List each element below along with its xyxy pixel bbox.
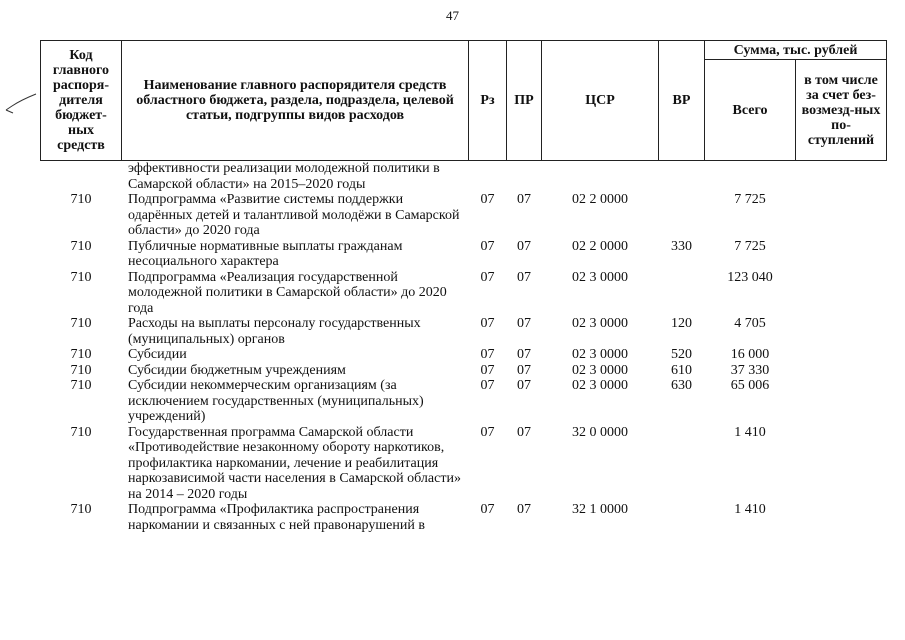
table-row — [41, 161, 887, 193]
table-row — [41, 502, 887, 533]
cell-rz: 07 — [480, 192, 495, 207]
cell-incl — [796, 192, 887, 239]
cell-code: 710 — [70, 316, 92, 331]
table-row — [41, 378, 887, 425]
header-code: Код главного распоря-дителя бюджет-ных средств — [41, 41, 122, 161]
cell-csr — [542, 161, 659, 193]
cell-total — [705, 161, 796, 193]
cell-rz: 07 — [480, 378, 495, 393]
cell-pr: 07 — [517, 362, 531, 378]
cell-incl — [796, 270, 887, 317]
cell-rz: 07 — [480, 238, 495, 254]
cell-pr: 07 — [517, 378, 531, 393]
cell-name: Субсидии некоммерческим организациям (за исключением государственных (муниципальных) учреждений) — [128, 378, 424, 424]
cell-code: 710 — [70, 269, 92, 285]
cell-code: 710 — [70, 347, 92, 362]
cell-name: Публичные нормативные выплаты гражданам несоциального характера — [128, 238, 403, 269]
cell-csr: 32 1 0000 — [572, 502, 628, 517]
cell-total: 7 725 — [734, 192, 766, 207]
cell-incl — [796, 161, 887, 193]
cell-pr: 07 — [517, 269, 531, 285]
header-pr: ПР — [507, 41, 542, 161]
cell-code — [41, 161, 122, 193]
cell-code: 710 — [70, 424, 92, 440]
cell-vr — [659, 192, 705, 239]
cell-vr: 330 — [671, 238, 692, 254]
cell-rz: 07 — [480, 424, 495, 440]
cell-vr — [659, 161, 705, 193]
table-row — [41, 425, 887, 503]
cell-total: 7 725 — [734, 238, 766, 254]
cell-total: 4 705 — [734, 316, 766, 331]
cell-vr: 520 — [671, 347, 692, 362]
cell-vr — [659, 270, 705, 317]
cell-pr — [507, 161, 542, 193]
cell-incl — [796, 239, 887, 270]
cell-csr: 02 2 0000 — [572, 238, 628, 254]
table-row — [41, 347, 887, 363]
table-row — [41, 316, 887, 347]
cell-vr — [659, 425, 705, 503]
cell-csr: 02 3 0000 — [572, 378, 628, 393]
cell-code: 710 — [70, 192, 92, 207]
header-incl: в том числе за счет без-возмезд-ных по-ступлений — [796, 60, 887, 161]
cell-rz: 07 — [480, 269, 495, 285]
cell-pr: 07 — [517, 347, 531, 362]
cell-total: 123 040 — [727, 269, 773, 285]
table-row — [41, 239, 887, 270]
cell-name: Субсидии — [128, 347, 187, 362]
header-name: Наименование главного распорядителя средств областного бюджета, раздела, подраздела, целевой статьи, подгруппы видов расходов — [122, 41, 469, 161]
cell-total: 65 006 — [730, 378, 770, 393]
cell-code: 710 — [70, 502, 92, 517]
header-csr: ЦСР — [542, 41, 659, 161]
cell-vr: 630 — [671, 378, 692, 393]
cell-csr: 02 3 0000 — [572, 269, 628, 285]
cell-incl — [796, 363, 887, 379]
handwritten-check-mark — [4, 92, 38, 118]
cell-incl — [796, 316, 887, 347]
cell-code: 710 — [70, 378, 92, 393]
cell-total: 37 330 — [730, 362, 770, 378]
header-total: Всего — [705, 60, 796, 161]
cell-name: Подпрограмма «Развитие системы поддержки одарённых детей и талантливой молодёжи в Самарской области» до 2020 года — [128, 192, 460, 238]
cell-name: Государственная программа Самарской области «Противодействие незаконному обороту наркотиков, профилактика наркомании, лечение и реабилитация наркозависимой части населения в Самарской области» на 2014 – 2020 годы — [128, 424, 461, 502]
cell-name: Подпрограмма «Реализация государственной молодежной политики в Самарской области» до 2020 года — [128, 269, 447, 316]
cell-incl — [796, 347, 887, 363]
cell-csr: 02 3 0000 — [572, 362, 628, 378]
table-row — [41, 192, 887, 239]
cell-code: 710 — [70, 238, 92, 254]
cell-csr: 02 3 0000 — [572, 347, 628, 362]
cell-name: эффективности реализации молодежной политики в Самарской области» на 2015–2020 годы — [128, 161, 440, 192]
cell-total: 16 000 — [730, 347, 770, 362]
header-sum-group: Сумма, тыс. рублей — [705, 41, 887, 60]
budget-table — [40, 40, 887, 533]
header-rz: Рз — [469, 41, 507, 161]
cell-rz: 07 — [480, 502, 495, 517]
cell-pr: 07 — [517, 424, 531, 440]
cell-csr: 02 2 0000 — [572, 192, 628, 207]
cell-pr: 07 — [517, 192, 531, 207]
page-number: 47 — [446, 8, 459, 23]
cell-total: 1 410 — [734, 424, 766, 440]
cell-vr: 120 — [671, 316, 692, 331]
table-row — [41, 363, 887, 379]
cell-name: Расходы на выплаты персоналу государственных (муниципальных) органов — [128, 316, 421, 347]
cell-pr: 07 — [517, 238, 531, 254]
cell-pr: 07 — [517, 316, 531, 331]
cell-name: Субсидии бюджетным учреждениям — [128, 362, 346, 378]
cell-incl — [796, 425, 887, 503]
cell-total: 1 410 — [734, 502, 766, 517]
table-body — [41, 161, 887, 534]
cell-rz: 07 — [480, 362, 495, 378]
cell-name: Подпрограмма «Профилактика распространения наркомании и связанных с ней правонарушений в — [128, 502, 425, 533]
cell-incl — [796, 378, 887, 425]
cell-rz — [469, 161, 507, 193]
cell-vr — [659, 502, 705, 533]
cell-pr: 07 — [517, 502, 531, 517]
cell-code: 710 — [70, 362, 92, 378]
table-row — [41, 270, 887, 317]
cell-rz: 07 — [480, 347, 495, 362]
cell-csr: 32 0 0000 — [572, 424, 628, 440]
cell-rz: 07 — [480, 316, 495, 331]
header-vr: ВР — [659, 41, 705, 161]
cell-incl — [796, 502, 887, 533]
cell-vr: 610 — [671, 362, 692, 378]
cell-csr: 02 3 0000 — [572, 316, 628, 331]
